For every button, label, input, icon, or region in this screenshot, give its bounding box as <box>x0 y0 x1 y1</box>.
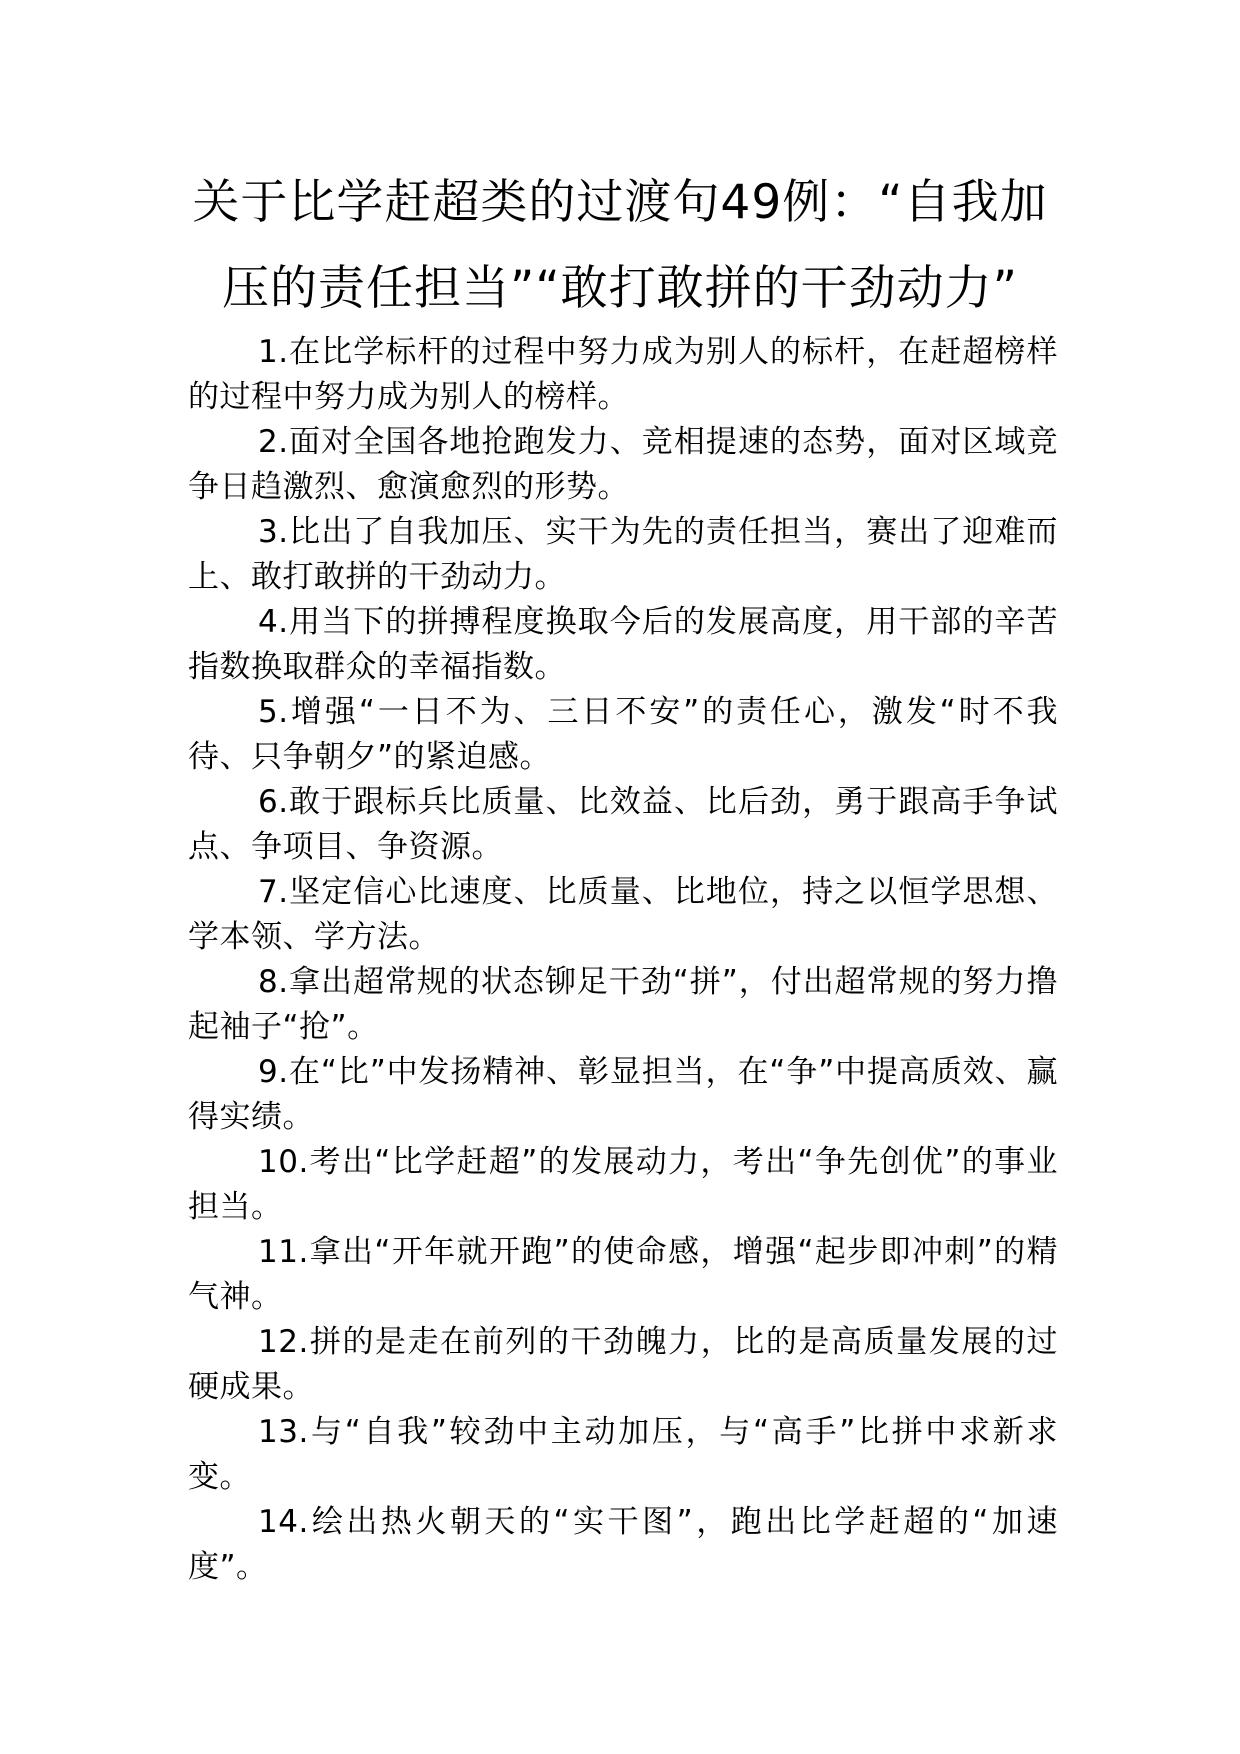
list-item: 1.在比学标杆的过程中努力成为别人的标杆，在赶超榜样的过程中努力成为别人的榜样。 <box>188 334 1058 415</box>
list-item: 13.与“自我”较劲中主动加压，与“高手”比拼中求新求变。 <box>188 1414 1058 1495</box>
list-item: 14.绘出热火朝天的“实干图”，跑出比学赶超的“加速度”。 <box>188 1504 1058 1585</box>
list-item: 5.增强“一日不为、三日不安”的责任心，激发“时不我待、只争朝夕”的紧迫感。 <box>188 694 1058 775</box>
list-item: 11.拿出“开年就开跑”的使命感，增强“起步即冲刺”的精气神。 <box>188 1234 1058 1315</box>
list-item: 3.比出了自我加压、实干为先的责任担当，赛出了迎难而上、敢打敢拼的干劲动力。 <box>188 514 1058 595</box>
list-item: 7.坚定信心比速度、比质量、比地位，持之以恒学思想、学本领、学方法。 <box>188 874 1058 955</box>
list-item: 6.敢于跟标兵比质量、比效益、比后劲，勇于跟高手争试点、争项目、争资源。 <box>188 784 1058 865</box>
list-item: 10.考出“比学赶超”的发展动力，考出“争先创优”的事业担当。 <box>188 1144 1058 1225</box>
list-item: 9.在“比”中发扬精神、彰显担当，在“争”中提高质效、赢得实绩。 <box>188 1054 1058 1135</box>
list-item: 8.拿出超常规的状态铆足干劲“拼”，付出超常规的努力撸起袖子“抢”。 <box>188 964 1058 1045</box>
list-item: 2.面对全国各地抢跑发力、竞相提速的态势，面对区域竞争日趋激烈、愈演愈烈的形势。 <box>188 424 1058 505</box>
document-title: 关于比学赶超类的过渡句49例：“自我加压的责任担当”“敢打敢拼的干劲动力” <box>192 175 1048 316</box>
list-item: 12.拼的是走在前列的干劲魄力，比的是高质量发展的过硬成果。 <box>188 1324 1058 1405</box>
list-item: 4.用当下的拼搏程度换取今后的发展高度，用干部的辛苦指数换取群众的幸福指数。 <box>188 604 1058 685</box>
document-body <box>188 330 1058 1590</box>
